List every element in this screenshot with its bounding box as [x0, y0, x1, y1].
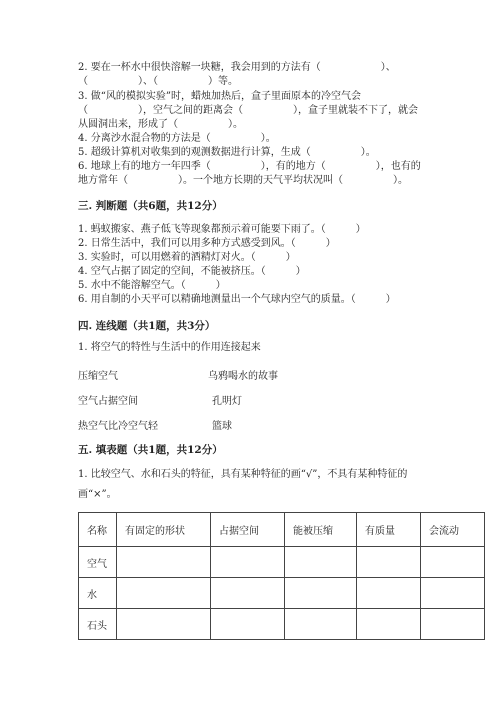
judge-question-4: 4. 空气占据了固定的空间，不能被挤压。（ ）	[78, 266, 306, 277]
fill-question-2-line-1: 2. 要在一杯水中很快溶解一块糖，我会用到的方法有（ ）、	[78, 62, 396, 73]
match-right-item[interactable]: 乌鸦喝水的故事	[208, 371, 278, 382]
match-section-heading: 四. 连线题（共1题，共3分）	[78, 320, 216, 332]
fill-question-2-line-2: （ ）、（ ）等。	[78, 76, 238, 87]
match-left-item[interactable]: 热空气比冷空气轻	[78, 421, 158, 432]
table-row	[79, 609, 485, 640]
table-answer-cell[interactable]	[285, 609, 357, 640]
table-header-cell: 名称	[79, 513, 117, 547]
fill-question-4: 4. 分离沙水混合物的方法是（ ）。	[78, 133, 276, 144]
table-header-row	[79, 513, 485, 547]
table-header-cell: 会流动	[421, 513, 485, 547]
table-answer-cell[interactable]	[211, 547, 285, 578]
table-section-heading: 五. 填表题（共1题，共12分）	[78, 444, 223, 456]
table-row	[79, 578, 485, 609]
judge-section-heading: 三. 判断题（共6题，共12分）	[78, 200, 223, 212]
comparison-table	[78, 512, 485, 640]
table-answer-cell[interactable]	[421, 609, 485, 640]
judge-question-1: 1. 蚂蚁搬家、燕子低飞等现象都预示着可能要下雨了。（ ）	[78, 224, 366, 235]
table-answer-cell[interactable]	[285, 547, 357, 578]
fill-question-6-line-2: 地方常年（ ）。一个地方长期的天气平均状况叫（ ）。	[78, 175, 408, 186]
fill-question-3-line-3: 从圆洞出来，形成了（ ）。	[78, 119, 243, 130]
judge-question-3: 3. 实验时，可以用燃着的酒精灯对火。（ ）	[78, 252, 296, 263]
table-header-cell: 占据空间	[211, 513, 285, 547]
table-answer-cell[interactable]	[211, 609, 285, 640]
table-row-label: 水	[79, 578, 117, 609]
judge-question-6: 6. 用自制的小天平可以精确地测量出一个气球内空气的质量。（ ）	[78, 294, 396, 305]
table-header-cell: 能被压缩	[285, 513, 357, 547]
table-answer-cell[interactable]	[117, 578, 211, 609]
table-answer-cell[interactable]	[357, 547, 421, 578]
table-header-cell: 有固定的形状	[117, 513, 211, 547]
table-answer-cell[interactable]	[357, 578, 421, 609]
table-row-label: 空气	[79, 547, 117, 578]
match-right-item[interactable]: 篮球	[212, 421, 232, 432]
match-prompt: 1. 将空气的特性与生活中的作用连接起来	[78, 342, 261, 353]
match-left-item[interactable]: 压缩空气	[78, 371, 118, 382]
fill-question-6-line-1: 6. 地球上有的地方一年四季（ ），有的地方（ ），也有的	[78, 161, 421, 172]
fill-question-3-line-2: （ ），空气之间的距离会（ ），盒子里就装不下了，就会	[78, 105, 418, 116]
table-row-label: 石头	[79, 609, 117, 640]
table-answer-cell[interactable]	[357, 609, 421, 640]
table-answer-cell[interactable]	[117, 547, 211, 578]
table-header-cell: 有质量	[357, 513, 421, 547]
table-answer-cell[interactable]	[117, 609, 211, 640]
table-row	[79, 547, 485, 578]
match-right-item[interactable]: 孔明灯	[212, 396, 242, 407]
judge-question-2: 2. 日常生活中，我们可以用多种方式感受到风。（ ）	[78, 238, 336, 249]
fill-question-5: 5. 超级计算机对收集到的观测数据进行计算，生成（ ）。	[78, 147, 376, 158]
table-answer-cell[interactable]	[421, 547, 485, 578]
match-left-item[interactable]: 空气占据空间	[78, 396, 138, 407]
table-answer-cell[interactable]	[285, 578, 357, 609]
table-prompt-line-1: 1. 比较空气、水和石头的特征，具有某种特征的画“√”，不具有某种特征的	[78, 469, 408, 480]
table-answer-cell[interactable]	[421, 578, 485, 609]
table-answer-cell[interactable]	[211, 578, 285, 609]
table-prompt-line-2: 画“×”。	[78, 489, 117, 500]
judge-question-5: 5. 水中不能溶解空气。（ ）	[78, 280, 226, 291]
fill-question-3-line-1: 3. 做“风的模拟实验”时，蜡烛加热后，盒子里面原本的冷空气会	[78, 91, 361, 102]
